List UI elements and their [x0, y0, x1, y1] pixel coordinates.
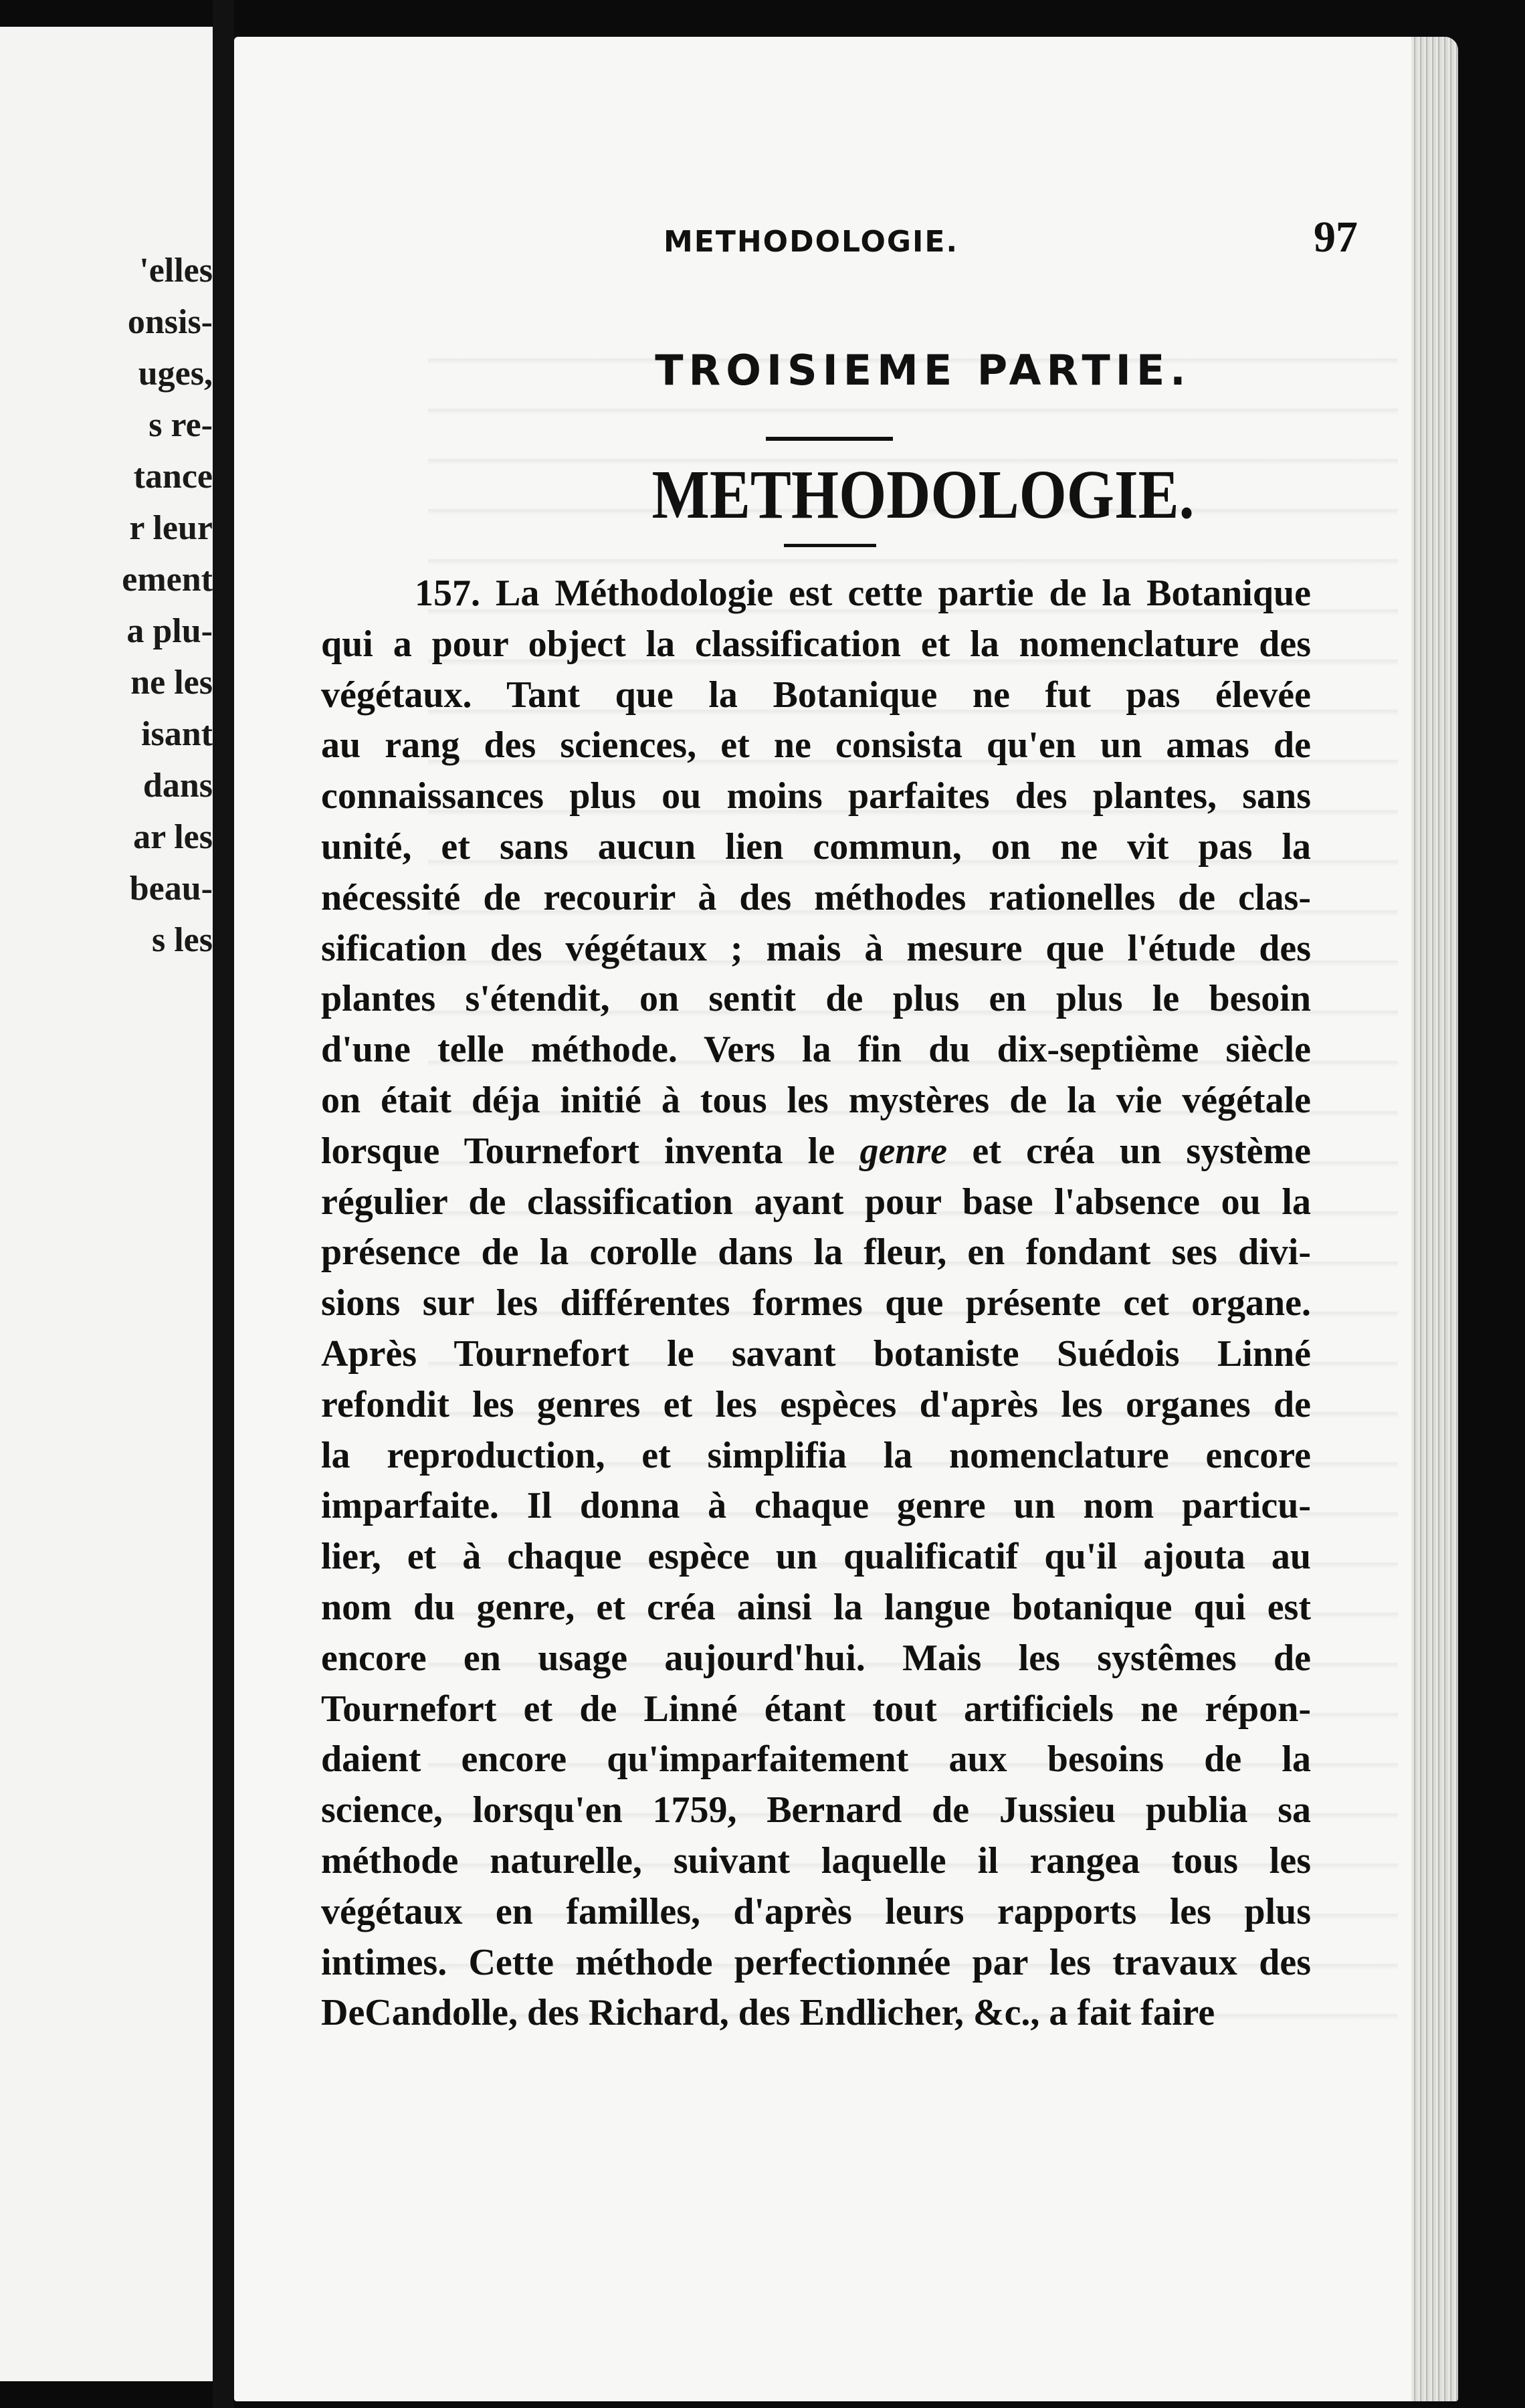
- text-line: lier, et à chaque espèce un qualificatif qu'il ajouta au: [321, 1536, 1311, 1578]
- text-line: Après Tournefort le savant botaniste Suédois Linné: [321, 1332, 1311, 1375]
- body-paragraph: [321, 569, 1311, 2039]
- text-line: sions sur les différentes formes que présente cet organe.: [321, 1282, 1311, 1324]
- chapter-title: METHODOLOGIE.: [651, 456, 1195, 533]
- text-line: on était déja initié à tous les mystères de la vie végétale: [321, 1079, 1311, 1121]
- text-line: intimes. Cette méthode perfectionnée par les travaux des: [321, 1941, 1311, 1983]
- text-line: nom du genre, et créa ainsi la langue botanique qui est: [321, 1586, 1311, 1628]
- previous-page-line: onsis-: [127, 303, 213, 341]
- text-line: refondit les genres et les espèces d'après les organes de: [321, 1383, 1311, 1425]
- book-gutter: [213, 0, 234, 2408]
- text-line: la reproduction, et simplifia la nomenclature encore: [321, 1434, 1311, 1476]
- text-line: d'une telle méthode. Vers la fin du dix-septième siècle: [321, 1029, 1311, 1071]
- previous-page-line: beau-: [129, 870, 213, 908]
- text-line: nécessité de recourir à des méthodes rationelles de clas-: [321, 876, 1311, 918]
- text-line: qui a pour object la classification et la nomenclature des: [321, 623, 1311, 665]
- previous-page-line: 'elles: [139, 252, 213, 290]
- previous-page-line: dans: [142, 767, 213, 805]
- text-line: au rang des sciences, et ne consista qu'en un amas de: [321, 724, 1311, 767]
- text-line: plantes s'étendit, on sentit de plus en plus le besoin: [321, 978, 1311, 1020]
- text-line: 157. La Méthodologie est cette partie de la Botanique: [415, 573, 1311, 614]
- text-line: science, lorsqu'en 1759, Bernard de Jussieu publia sa: [321, 1789, 1311, 1831]
- text-line: encore en usage aujourd'hui. Mais les systêmes de: [321, 1637, 1311, 1679]
- text-line: régulier de classification ayant pour base l'absence ou la: [321, 1181, 1311, 1223]
- text-line: imparfaite. Il donna à chaque genre un nom particu-: [321, 1485, 1311, 1527]
- text-line: méthode naturelle, suivant laquelle il rangea tous les: [321, 1839, 1311, 1882]
- previous-page-line: ar les: [133, 818, 213, 856]
- running-title: METHODOLOGIE.: [664, 225, 959, 259]
- text-line: végétaux. Tant que la Botanique ne fut pas élevée: [321, 674, 1311, 716]
- text-line: Tournefort et de Linné étant tout artificiels ne répon-: [321, 1688, 1311, 1730]
- previous-page-line: ne les: [130, 664, 213, 702]
- part-title: TROISIEME PARTIE.: [655, 346, 1191, 395]
- previous-page-line: uges,: [138, 355, 213, 393]
- italic-term: genre: [859, 1130, 948, 1172]
- previous-page-line: a plu-: [126, 612, 213, 650]
- title-rule: [766, 437, 893, 441]
- page-edges: [1411, 37, 1458, 2401]
- text-line: sification des végétaux ; mais à mesure que l'étude des: [321, 927, 1311, 969]
- previous-page-line: isant: [141, 715, 213, 753]
- title-rule: [784, 544, 876, 547]
- text-line: connaissances plus ou moins parfaites des plantes, sans: [321, 775, 1311, 817]
- running-header: [488, 212, 1358, 263]
- book-page: [234, 37, 1458, 2401]
- text-line: végétaux en familles, d'après leurs rapports les plus: [321, 1890, 1311, 1932]
- text-line: lorsque Tournefort inventa le genre et créa un système: [321, 1130, 1312, 1172]
- previous-page-line: ement: [122, 561, 213, 599]
- previous-page: [0, 27, 217, 2381]
- text-line: DeCandolle, des Richard, des Endlicher, &c., a fait faire: [321, 1992, 1215, 2034]
- previous-page-line: s les: [152, 921, 213, 959]
- previous-page-line: r leur: [129, 509, 213, 547]
- page-number: 97: [1314, 213, 1358, 262]
- text-line: daient encore qu'imparfaitement aux besoins de la: [321, 1738, 1311, 1781]
- previous-page-line: s re-: [148, 406, 213, 444]
- text-line: présence de la corolle dans la fleur, en fondant ses divi-: [321, 1231, 1311, 1274]
- previous-page-line: tance: [133, 458, 213, 496]
- text-line: unité, et sans aucun lien commun, on ne vit pas la: [321, 825, 1311, 868]
